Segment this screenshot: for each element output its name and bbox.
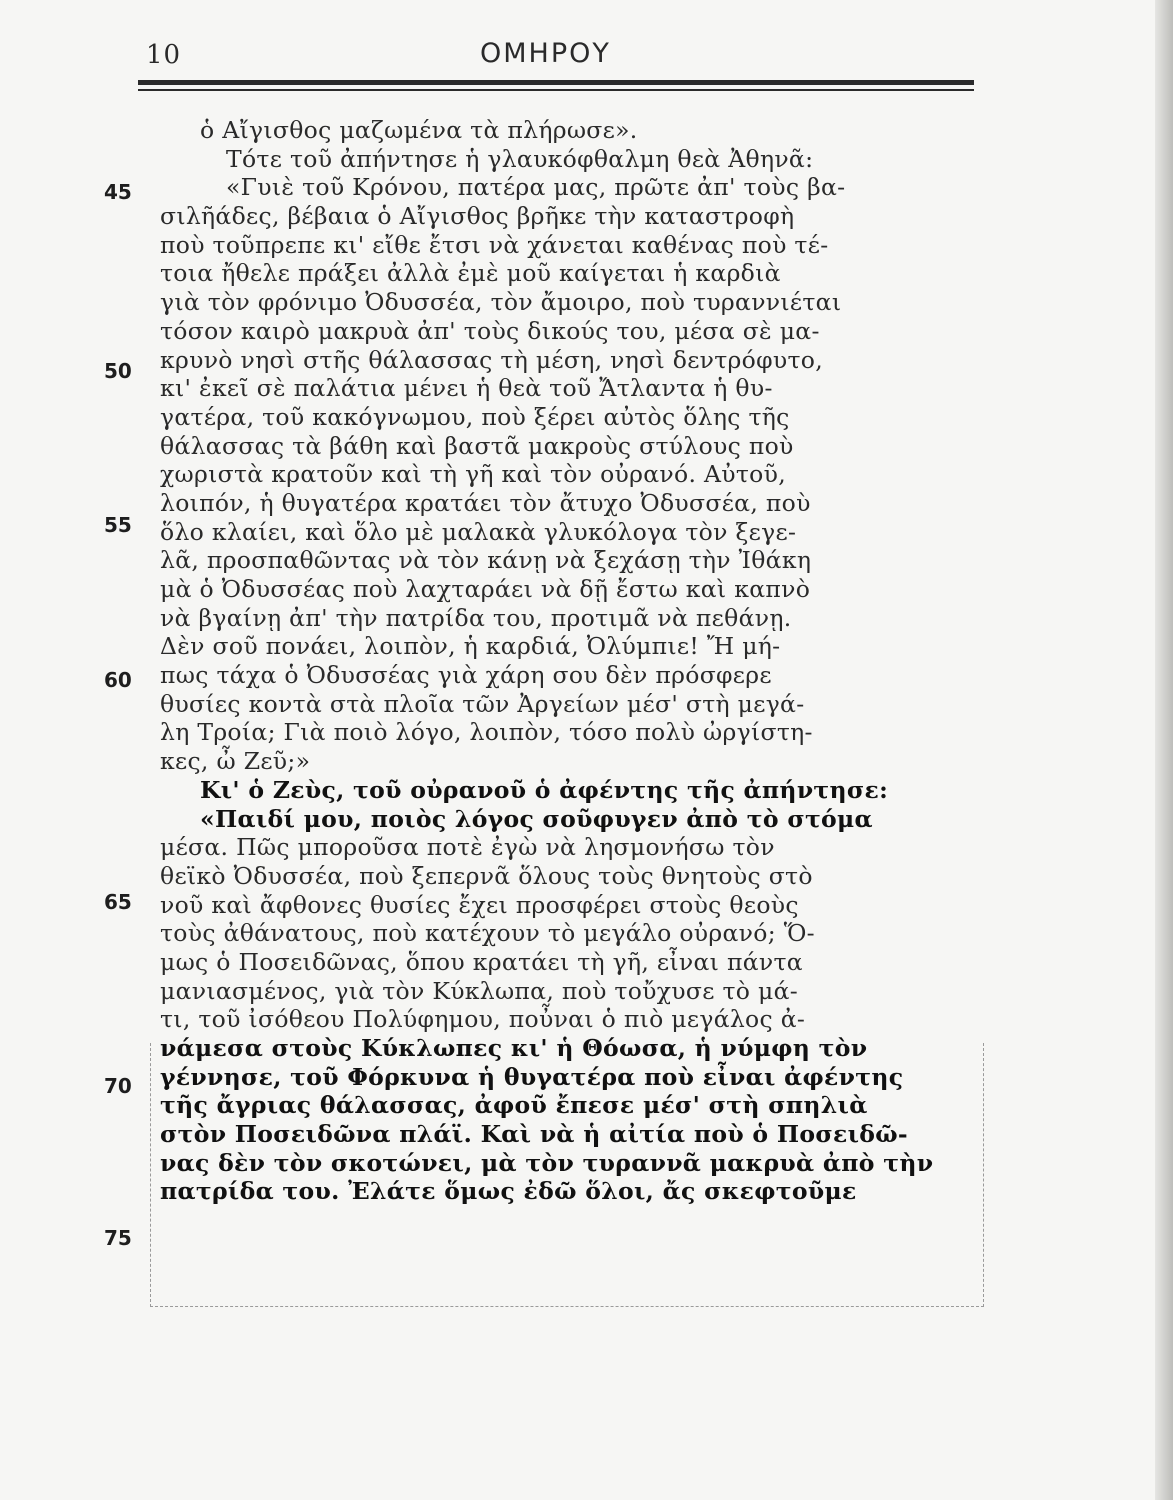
text-line: θυσίες κοντὰ στὰ πλοῖα τῶν Ἀργείων μέσ' στὴ μεγά- xyxy=(160,689,805,718)
text-line: «Γυιὲ τοῦ Κρόνου, πατέρα μας, πρῶτε ἀπ' τοὺς βα- xyxy=(226,173,846,202)
text-line: γέννησε, τοῦ Φόρκυνα ἡ θυγατέρα ποὺ εἶναι ἀφέντης xyxy=(160,1062,904,1091)
text-line: τόσον καιρὸ μακρυὰ ἀπ' τοὺς δικούς του, μέσα σὲ μα- xyxy=(160,316,820,345)
text-line: γιὰ τὸν φρόνιμο Ὀδυσσέα, τὸν ἄμοιρο, ποὺ τυραννιέται xyxy=(160,288,842,317)
text-line: γατέρα, τοῦ κακόγνωμου, ποὺ ξέρει αὐτὸς ὅλης τῆς xyxy=(160,402,790,431)
text-line: σιλῆάδες, βέβαια ὁ Αἴγισθος βρῆκε τὴν καταστροφὴ xyxy=(160,202,795,231)
line-number-50: 50 xyxy=(104,359,132,383)
text-line: στὸν Ποσειδῶνα πλάϊ. Καὶ νὰ ἡ αἰτία ποὺ ὁ Ποσειδῶ- xyxy=(160,1120,908,1149)
text-line: τοὺς ἀθάνατους, ποὺ κατέχουν τὸ μεγάλο οὐρανό; Ὅ- xyxy=(160,919,815,948)
text-line: μέσα. Πῶς μποροῦσα ποτὲ ἐγὼ νὰ λησμονήσω τὸν xyxy=(160,833,775,862)
text-line: τῆς ἄγριας θάλασσας, ἀφοῦ ἔπεσε μέσ' στὴ σπηλιὰ xyxy=(160,1091,868,1120)
text-line: νὰ βγαίνῃ ἀπ' τὴν πατρίδα του, προτιμᾶ νὰ πεθάνῃ. xyxy=(160,603,792,632)
body-text xyxy=(160,116,990,1206)
text-line: πως τάχα ὁ Ὀδυσσέας γιὰ χάρη σου δὲν πρόσφερε xyxy=(160,661,772,690)
text-line: νάμεσα στοὺς Κύκλωπες κι' ἡ Θόωσα, ἡ νύμφη τὸν xyxy=(160,1034,868,1062)
text-line: «Παιδί μου, ποιὸς λόγος σοῦφυγεν ἀπὸ τὸ στόμα xyxy=(200,804,873,833)
text-line: κες, ὦ Ζεῦ;» xyxy=(160,747,311,776)
text-line: νοῦ καὶ ἄφθονες θυσίες ἔχει προσφέρει στοὺς θεοὺς xyxy=(160,890,799,919)
page-edge-shadow xyxy=(1155,0,1173,1500)
text-line: μως ὁ Ποσειδῶνας, ὅπου κρατάει τὴ γῆ, εἶναι πάντα xyxy=(160,947,803,976)
text-line: κρυνὸ νησὶ στῆς θάλασσας τὴ μέση, νησὶ δεντρόφυτο, xyxy=(160,345,823,374)
running-title: ΟΜΗΡΟΥ xyxy=(480,38,611,69)
text-line: Δὲν σοῦ πονάει, λοιπὸν, ἡ καρδιά, Ὀλύμπιε! Ἤ μή- xyxy=(160,632,781,661)
text-line: λη Τροία; Γιὰ ποιὸ λόγο, λοιπὸν, τόσο πολὺ ὠργίστη- xyxy=(160,718,813,747)
text-line: ποὺ τοῦπρεπε κι' εἴθε ἔτσι νὰ χάνεται καθένας ποὺ τέ- xyxy=(160,230,829,259)
text-line: λοιπόν, ἡ θυγατέρα κρατάει τὸν ἄτυχο Ὀδυσσέα, ποὺ xyxy=(160,488,811,517)
text-line: νας δὲν τὸν σκοτώνει, μὰ τὸν τυραννᾶ μακρυὰ ἀπὸ τὴν xyxy=(160,1148,934,1177)
line-number-55: 55 xyxy=(104,513,132,537)
text-line: πατρίδα του. Ἐλάτε ὅμως ἐδῶ ὅλοι, ἄς σκεφτοῦμε xyxy=(160,1177,857,1206)
text-line: θεϊκὸ Ὀδυσσέα, ποὺ ξεπερνᾶ ὅλους τοὺς θνητοὺς στὸ xyxy=(160,861,813,890)
text-line: τοια ἤθελε πράξει ἀλλὰ ἐμὲ μοῦ καίγεται ἡ καρδιὰ xyxy=(160,259,781,288)
text-line: Κι' ὁ Ζεὺς, τοῦ οὐρανοῦ ὁ ἀφέντης τῆς ἀπήντησε: xyxy=(200,775,889,804)
header-rule-thin xyxy=(138,89,974,91)
line-number-60: 60 xyxy=(104,668,132,692)
line-number-75: 75 xyxy=(104,1226,132,1250)
page-number: 10 xyxy=(146,40,182,70)
text-line: μὰ ὁ Ὀδυσσέας ποὺ λαχταράει νὰ δῇ ἔστω καὶ καπνὸ xyxy=(160,575,811,603)
text-line: θάλασσας τὰ βάθη καὶ βαστᾶ μακροὺς στύλους ποὺ xyxy=(160,431,794,460)
line-number-65: 65 xyxy=(104,890,132,914)
text-line: χωριστὰ κρατοῦν καὶ τὴ γῆ καὶ τὸν οὐρανό. Αὐτοῦ, xyxy=(160,460,786,489)
line-number-70: 70 xyxy=(104,1074,132,1098)
text-line: ὁ Αἴγισθος μαζωμένα τὰ πλήρωσε». xyxy=(200,116,638,144)
text-line: τι, τοῦ ἰσόθεου Πολύφημου, ποὖναι ὁ πιὸ μεγάλος ἀ- xyxy=(160,1005,806,1034)
text-line: ὅλο κλαίει, καὶ ὅλο μὲ μαλακὰ γλυκόλογα τὸν ξεγε- xyxy=(160,517,797,546)
text-line: λᾶ, προσπαθῶντας νὰ τὸν κάνῃ νὰ ξεχάσῃ τὴν Ἰθάκη xyxy=(160,546,812,575)
text-line: Τότε τοῦ ἀπήντησε ἡ γλαυκόφθαλμη θεὰ Ἀθηνᾶ: xyxy=(226,144,814,173)
line-number-45: 45 xyxy=(104,180,132,204)
text-line: κι' ἐκεῖ σὲ παλάτια μένει ἡ θεὰ τοῦ Ἄτλαντα ἡ θυ- xyxy=(160,374,773,403)
text-line: μανιασμένος, γιὰ τὸν Κύκλωπα, ποὺ τοὔχυσε τὸ μά- xyxy=(160,976,798,1005)
header-rule-thick xyxy=(138,80,974,85)
